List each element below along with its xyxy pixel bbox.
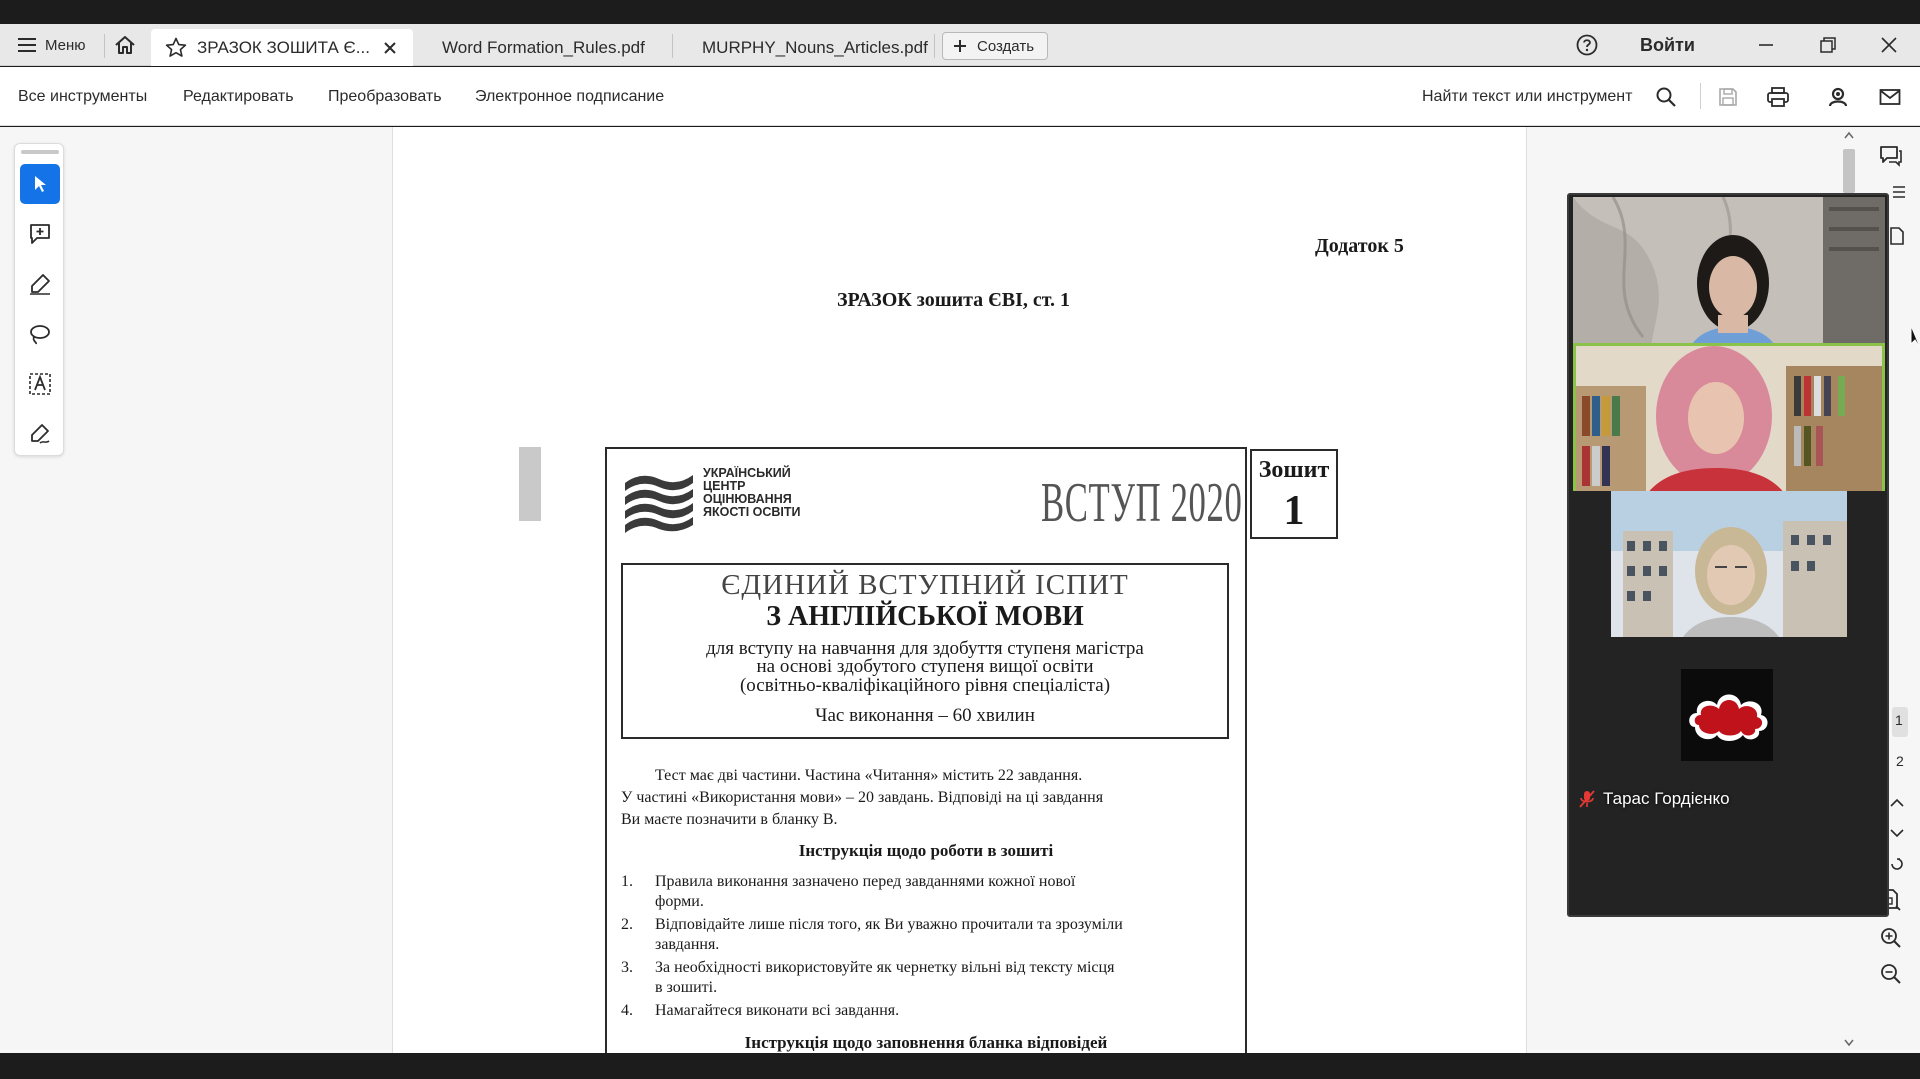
exam-subtitle-2: на основі здобутого ступеня вищої освіти (756, 656, 1094, 677)
email-button[interactable] (1874, 81, 1906, 113)
exam-subtitle-1: для вступу на навчання для здобуття ступеня магістра (706, 638, 1144, 659)
divider (934, 34, 935, 58)
print-icon (1766, 86, 1790, 108)
search-icon (1655, 86, 1677, 108)
menu-all-tools[interactable]: Все инструменты (18, 87, 148, 105)
close-icon (1880, 36, 1898, 54)
search-button[interactable] (1650, 81, 1682, 113)
tools-menu-bar (0, 67, 1920, 126)
org-line: ЦЕНТР (703, 479, 746, 493)
screen-top-bar (0, 0, 1920, 24)
rotate-icon (1889, 856, 1905, 872)
instruction-number: 4. (621, 1002, 633, 1019)
chevron-up-icon (1890, 797, 1904, 807)
current-page-number: 1 (1895, 712, 1903, 728)
exam-subtitle-3: (освітньо-кваліфікаційного рівня спеціаліста) (739, 675, 1111, 696)
tab-label: MURPHY_Nouns_Articles.pdf (702, 37, 928, 57)
ucoyo-logo-icon (621, 467, 697, 535)
plus-icon (953, 39, 967, 53)
close-window-button[interactable] (1880, 24, 1898, 66)
answer-sheet-heading: Інструкція щодо заповнення бланка відповідей (744, 1033, 1108, 1052)
instruction-text: завдання. (655, 936, 720, 953)
exam-time: Час виконання – 60 хвилин (815, 705, 1035, 726)
minimize-icon (1756, 35, 1776, 55)
pen-sign-icon (28, 422, 52, 446)
highlight-tool-button[interactable] (20, 264, 60, 304)
mail-icon (1879, 88, 1901, 106)
exam-title-2: З АНГЛІЙСЬКОЇ МОВИ (766, 601, 1084, 632)
pdf-page[interactable] (392, 127, 1527, 1053)
home-button[interactable] (114, 24, 136, 66)
help-icon (1576, 34, 1598, 56)
instruction-text: в зошиті. (655, 979, 718, 996)
search-tool-label[interactable]: Найти текст или инструмент (1422, 87, 1633, 105)
org-line: УКРАЇНСЬКИЙ (703, 466, 791, 480)
star-icon[interactable] (165, 37, 187, 58)
menu-convert[interactable]: Преобразовать (328, 87, 442, 105)
save-button[interactable] (1712, 81, 1744, 113)
lasso-icon (28, 322, 52, 346)
exam-title-1: ЄДИНИЙ ВСТУПНИЙ ІСПИТ (721, 569, 1129, 601)
notebook-number-box (1250, 449, 1338, 539)
notebook-number: 1 (1283, 488, 1305, 534)
menu-button[interactable] (18, 24, 86, 66)
instruction-number: 1. (621, 873, 633, 890)
close-icon[interactable] (383, 41, 397, 55)
divider (1700, 83, 1701, 109)
divider (104, 34, 105, 58)
akatsuki-cloud-avatar-icon (1681, 669, 1773, 761)
minimize-button[interactable] (1756, 24, 1776, 66)
quick-tools-panel (14, 143, 64, 456)
menu-edit[interactable]: Редактировать (183, 87, 294, 105)
comments-panel-button[interactable] (1876, 141, 1906, 171)
tab-murphy[interactable] (674, 29, 932, 66)
list-icon (1889, 184, 1905, 200)
zoom-out-icon (1880, 963, 1902, 985)
participant-name-text: Тарас Гордієнко (1603, 789, 1730, 808)
appendix-label: Додаток 5 (1315, 235, 1404, 257)
video-participants-panel[interactable] (1567, 193, 1889, 917)
select-tool-button[interactable] (20, 164, 60, 204)
instruction-text: За необхідності використовуйте як чернетку вільні від тексту місця (655, 959, 1115, 976)
comment-plus-icon (28, 222, 52, 246)
menu-label: Меню (45, 36, 86, 54)
divider (672, 34, 673, 58)
scan-mark (519, 447, 541, 521)
sign-tool-button[interactable] (20, 414, 60, 454)
tab-zrazok[interactable] (151, 29, 413, 66)
screen-bottom-bar (0, 1053, 1920, 1079)
create-button[interactable] (942, 32, 1048, 60)
intro-line: У частині «Використання мови» – 20 завдань. Відповіді на ці завдання (621, 789, 1104, 806)
cursor-arrow-icon (31, 174, 49, 194)
highlighter-icon (28, 272, 52, 296)
home-icon (114, 35, 136, 55)
org-name (703, 467, 801, 519)
add-comment-button[interactable] (20, 214, 60, 254)
text-box-tool-button[interactable] (20, 364, 60, 404)
mouse-cursor-icon (1910, 326, 1920, 348)
exam-title-box (621, 563, 1229, 739)
page-heading: ЗРАЗОК зошита ЄВІ, ст. 1 (837, 289, 1071, 311)
participant-name (1579, 789, 1730, 809)
restore-icon (1818, 35, 1838, 55)
print-button[interactable] (1762, 81, 1794, 113)
instruction-number: 2. (621, 916, 633, 933)
vstup-2020: ВСТУП 2020 (1041, 472, 1243, 534)
notebook-label: Зошит (1258, 457, 1330, 483)
tab-label: Word Formation_Rules.pdf (442, 37, 645, 57)
instruction-text: Правила виконання зазначено перед завданнями кожної нової (655, 873, 1076, 890)
comments-icon (1879, 145, 1903, 167)
total-pages-number: 2 (1896, 753, 1904, 769)
intro-line: Тест має дві частини. Частина «Читання» містить 22 завдання. (655, 767, 1083, 784)
zoom-out-button[interactable] (1876, 959, 1906, 989)
tab-word-formation[interactable] (414, 29, 672, 66)
help-button[interactable] (1576, 24, 1598, 66)
drag-handle[interactable] (21, 150, 59, 154)
instruction-number: 3. (621, 959, 633, 976)
scroll-up-icon[interactable] (1844, 131, 1854, 139)
exam-cover-frame (605, 447, 1247, 1067)
create-label: Создать (977, 37, 1035, 55)
menu-e-sign[interactable]: Электронное подписание (475, 87, 665, 105)
page-indicator[interactable] (1892, 707, 1908, 737)
org-line: ОЦІНЮВАННЯ (703, 492, 792, 506)
user-share-icon (1827, 86, 1849, 108)
tab-label: ЗРАЗОК ЗОШИТА Є... (197, 37, 370, 57)
instruction-text: Намагайтеся виконати всі завдання. (655, 1002, 900, 1019)
signin-button[interactable]: Войти (1640, 34, 1695, 55)
chevron-down-icon (1890, 829, 1904, 839)
intro-line: Ви маєте позначити в бланку В. (621, 811, 838, 828)
share-user-button[interactable] (1822, 81, 1854, 113)
scroll-down-icon[interactable] (1844, 1039, 1854, 1047)
scroll-thumb[interactable] (1843, 149, 1855, 193)
org-line: ЯКОСТІ ОСВІТИ (703, 505, 801, 519)
save-icon (1717, 86, 1739, 108)
hamburger-icon (18, 37, 36, 53)
instruction-text: форми. (655, 893, 704, 910)
instruction-text: Відповідайте лише після того, як Ви уважно прочитали та зрозуміли (655, 916, 1123, 933)
text-box-icon (28, 372, 52, 396)
zoom-in-button[interactable] (1876, 923, 1906, 953)
file-icon (1889, 227, 1905, 245)
zoom-in-icon (1880, 927, 1902, 949)
draw-tool-button[interactable] (20, 314, 60, 354)
participant-tile[interactable] (1573, 637, 1885, 813)
restore-button[interactable] (1818, 24, 1838, 66)
mic-muted-icon (1579, 790, 1595, 808)
instructions-heading: Інструкція щодо роботи в зошиті (798, 841, 1054, 860)
